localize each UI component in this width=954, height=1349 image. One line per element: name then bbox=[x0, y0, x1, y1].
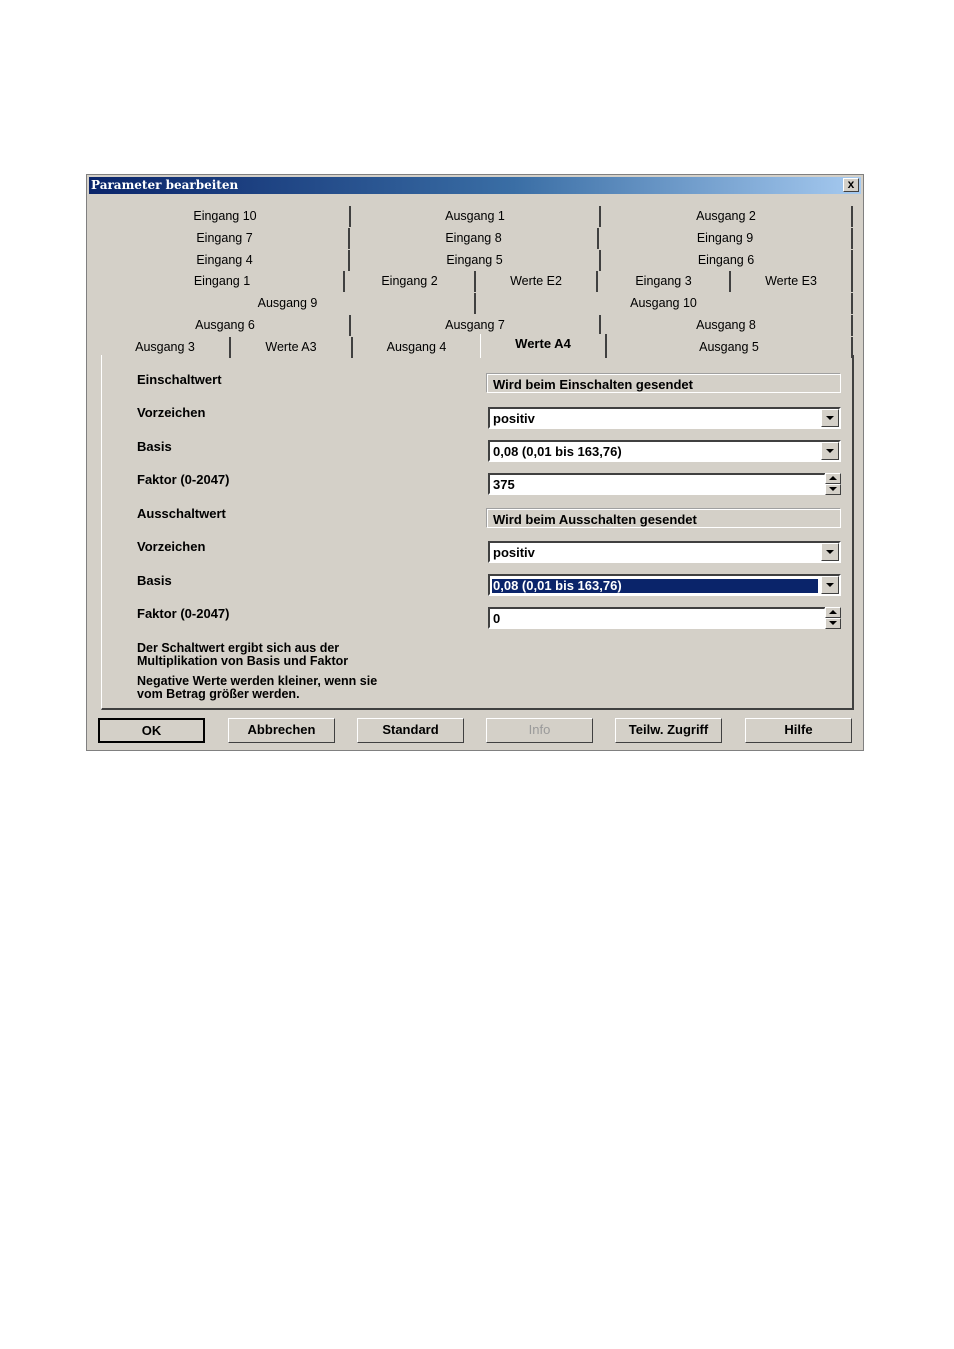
tab-ausgang-2[interactable]: Ausgang 2 bbox=[599, 206, 851, 227]
tab-ausgang-10[interactable]: Ausgang 10 bbox=[474, 293, 851, 314]
teilw-zugriff-button[interactable]: Teilw. Zugriff bbox=[615, 718, 722, 743]
faktor-spinner[interactable] bbox=[825, 607, 841, 629]
spin-up-icon[interactable] bbox=[825, 473, 841, 484]
standard-button[interactable]: Standard bbox=[357, 718, 464, 743]
tab-ausgang-4[interactable]: Ausgang 4 bbox=[351, 337, 480, 358]
parameter-dialog bbox=[86, 174, 864, 751]
tab-ausgang-3[interactable]: Ausgang 3 bbox=[135, 340, 195, 354]
tab-row-edge bbox=[851, 250, 853, 271]
spin-up-icon[interactable] bbox=[825, 607, 841, 618]
chevron-down-icon[interactable] bbox=[821, 409, 839, 427]
ok-button[interactable]: OK bbox=[98, 718, 205, 743]
tab-ausgang-8[interactable]: Ausgang 8 bbox=[599, 315, 851, 336]
tab-ausgang-9[interactable]: Ausgang 9 bbox=[257, 296, 318, 310]
einschaltwert-info: Wird beim Einschalten gesendet bbox=[487, 374, 841, 393]
tab-ausgang-5[interactable]: Ausgang 5 bbox=[699, 340, 759, 354]
vorzeichen-select[interactable] bbox=[488, 541, 841, 563]
tab-werte-e2[interactable]: Werte E2 bbox=[474, 271, 596, 292]
basis-select-focused[interactable] bbox=[488, 574, 841, 596]
tab-eingang-8[interactable]: Eingang 8 bbox=[348, 228, 597, 249]
abbrechen-button[interactable]: Abbrechen bbox=[228, 718, 335, 743]
tab-werte-a4[interactable]: Werte A4 bbox=[480, 334, 607, 358]
tab-eingang-9[interactable]: Eingang 9 bbox=[597, 228, 851, 249]
tab-ausgang-1[interactable]: Ausgang 1 bbox=[349, 206, 599, 227]
hint-line: Negative Werte werden kleiner, wenn sie bbox=[137, 674, 378, 688]
tab-row-edge bbox=[851, 315, 853, 336]
tab-row-edge bbox=[851, 228, 853, 249]
tab-panel bbox=[101, 355, 854, 710]
title-bar[interactable] bbox=[89, 177, 861, 194]
tab-eingang-3[interactable]: Eingang 3 bbox=[596, 271, 729, 292]
tab-eingang-7[interactable]: Eingang 7 bbox=[196, 231, 253, 245]
faktor-label: Faktor (0-2047) bbox=[137, 606, 230, 621]
chevron-down-icon[interactable] bbox=[821, 543, 839, 561]
tab-row-edge bbox=[851, 293, 853, 314]
faktor-value: 0 bbox=[493, 611, 501, 626]
tab-ausgang-6[interactable]: Ausgang 6 bbox=[195, 318, 255, 332]
faktor-label: Faktor (0-2047) bbox=[137, 472, 230, 487]
faktor-input[interactable] bbox=[488, 607, 826, 629]
hint-line: Der Schaltwert ergibt sich aus der bbox=[137, 641, 340, 655]
info-button[interactable]: Info bbox=[486, 718, 593, 743]
tab-eingang-4[interactable]: Eingang 4 bbox=[196, 253, 253, 267]
tab-eingang-2[interactable]: Eingang 2 bbox=[343, 271, 474, 292]
faktor-value: 375 bbox=[493, 477, 515, 492]
tab-eingang-6[interactable]: Eingang 6 bbox=[599, 250, 851, 271]
vorzeichen-value: positiv bbox=[493, 411, 535, 426]
chevron-down-icon[interactable] bbox=[821, 442, 839, 460]
basis-label: Basis bbox=[137, 573, 172, 588]
tab-row-edge bbox=[851, 206, 853, 227]
tab-eingang-5[interactable]: Eingang 5 bbox=[348, 250, 599, 271]
vorzeichen-value: positiv bbox=[493, 545, 535, 560]
spin-down-icon[interactable] bbox=[825, 618, 841, 629]
faktor-spinner[interactable] bbox=[825, 473, 841, 495]
hilfe-button[interactable]: Hilfe bbox=[745, 718, 852, 743]
tab-ausgang-7[interactable]: Ausgang 7 bbox=[349, 315, 599, 336]
hint-text bbox=[137, 642, 348, 668]
tab-werte-a3[interactable]: Werte A3 bbox=[229, 337, 351, 358]
hint-text bbox=[137, 675, 377, 701]
basis-value: 0,08 (0,01 bis 163,76) bbox=[492, 579, 818, 593]
close-button[interactable]: x bbox=[843, 178, 859, 192]
hint-line: vom Betrag größer werden. bbox=[137, 687, 300, 701]
vorzeichen-label: Vorzeichen bbox=[137, 405, 206, 420]
vorzeichen-label: Vorzeichen bbox=[137, 539, 206, 554]
einschaltwert-label: Einschaltwert bbox=[137, 372, 222, 387]
faktor-input[interactable] bbox=[488, 473, 826, 495]
basis-label: Basis bbox=[137, 439, 172, 454]
chevron-down-icon[interactable] bbox=[821, 576, 839, 594]
ausschaltwert-label: Ausschaltwert bbox=[137, 506, 226, 521]
basis-select[interactable] bbox=[488, 440, 841, 462]
hint-line: Multiplikation von Basis und Faktor bbox=[137, 654, 349, 668]
vorzeichen-select[interactable] bbox=[488, 407, 841, 429]
spin-down-icon[interactable] bbox=[825, 484, 841, 495]
tab-werte-e3[interactable]: Werte E3 bbox=[729, 271, 851, 292]
tab-eingang-10[interactable]: Eingang 10 bbox=[193, 209, 257, 223]
tab-row-edge bbox=[851, 271, 853, 292]
tab-eingang-1[interactable]: Eingang 1 bbox=[193, 274, 251, 288]
window-title: Parameter bearbeiten bbox=[91, 178, 239, 192]
basis-value: 0,08 (0,01 bis 163,76) bbox=[493, 444, 622, 459]
ausschaltwert-info: Wird beim Ausschalten gesendet bbox=[487, 509, 841, 528]
